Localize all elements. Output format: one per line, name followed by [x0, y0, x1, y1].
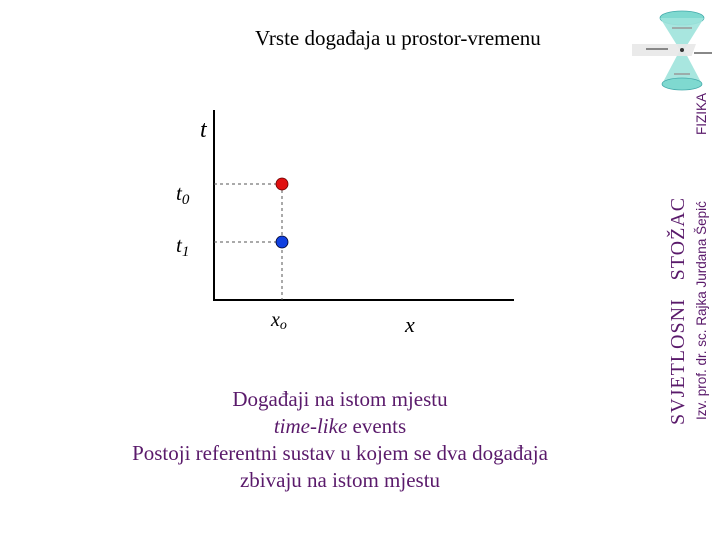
sidebar-title: SVJETLOSNI STOŽAC — [667, 196, 689, 425]
page-title: Vrste događaja u prostor-vremenu — [255, 26, 541, 50]
light-cone-logo-icon — [632, 0, 720, 100]
sidebar-subject: FIZIKA — [694, 92, 709, 135]
caption-line-3: Postoji referentni sustav u kojem se dva događaja — [132, 441, 548, 465]
t-axis-label: t — [200, 117, 207, 143]
x-axis-label: x — [405, 312, 415, 337]
tick-label-t0: t0 — [176, 181, 190, 208]
caption-line-4: zbivaju na istom mjestu — [239, 468, 441, 492]
caption-line-2: time-like events — [273, 414, 407, 438]
caption-line-1: Događaji na istom mjestu — [232, 387, 448, 411]
caption — [80, 386, 600, 494]
event-t0-dot — [276, 178, 288, 190]
sidebar-author: Izv. prof. dr. sc. Rajka Jurdana Šepić — [694, 201, 709, 420]
tick-label-x0: xo — [271, 309, 287, 333]
event-t1-dot — [276, 236, 288, 248]
tick-label-t1: t1 — [176, 233, 190, 260]
